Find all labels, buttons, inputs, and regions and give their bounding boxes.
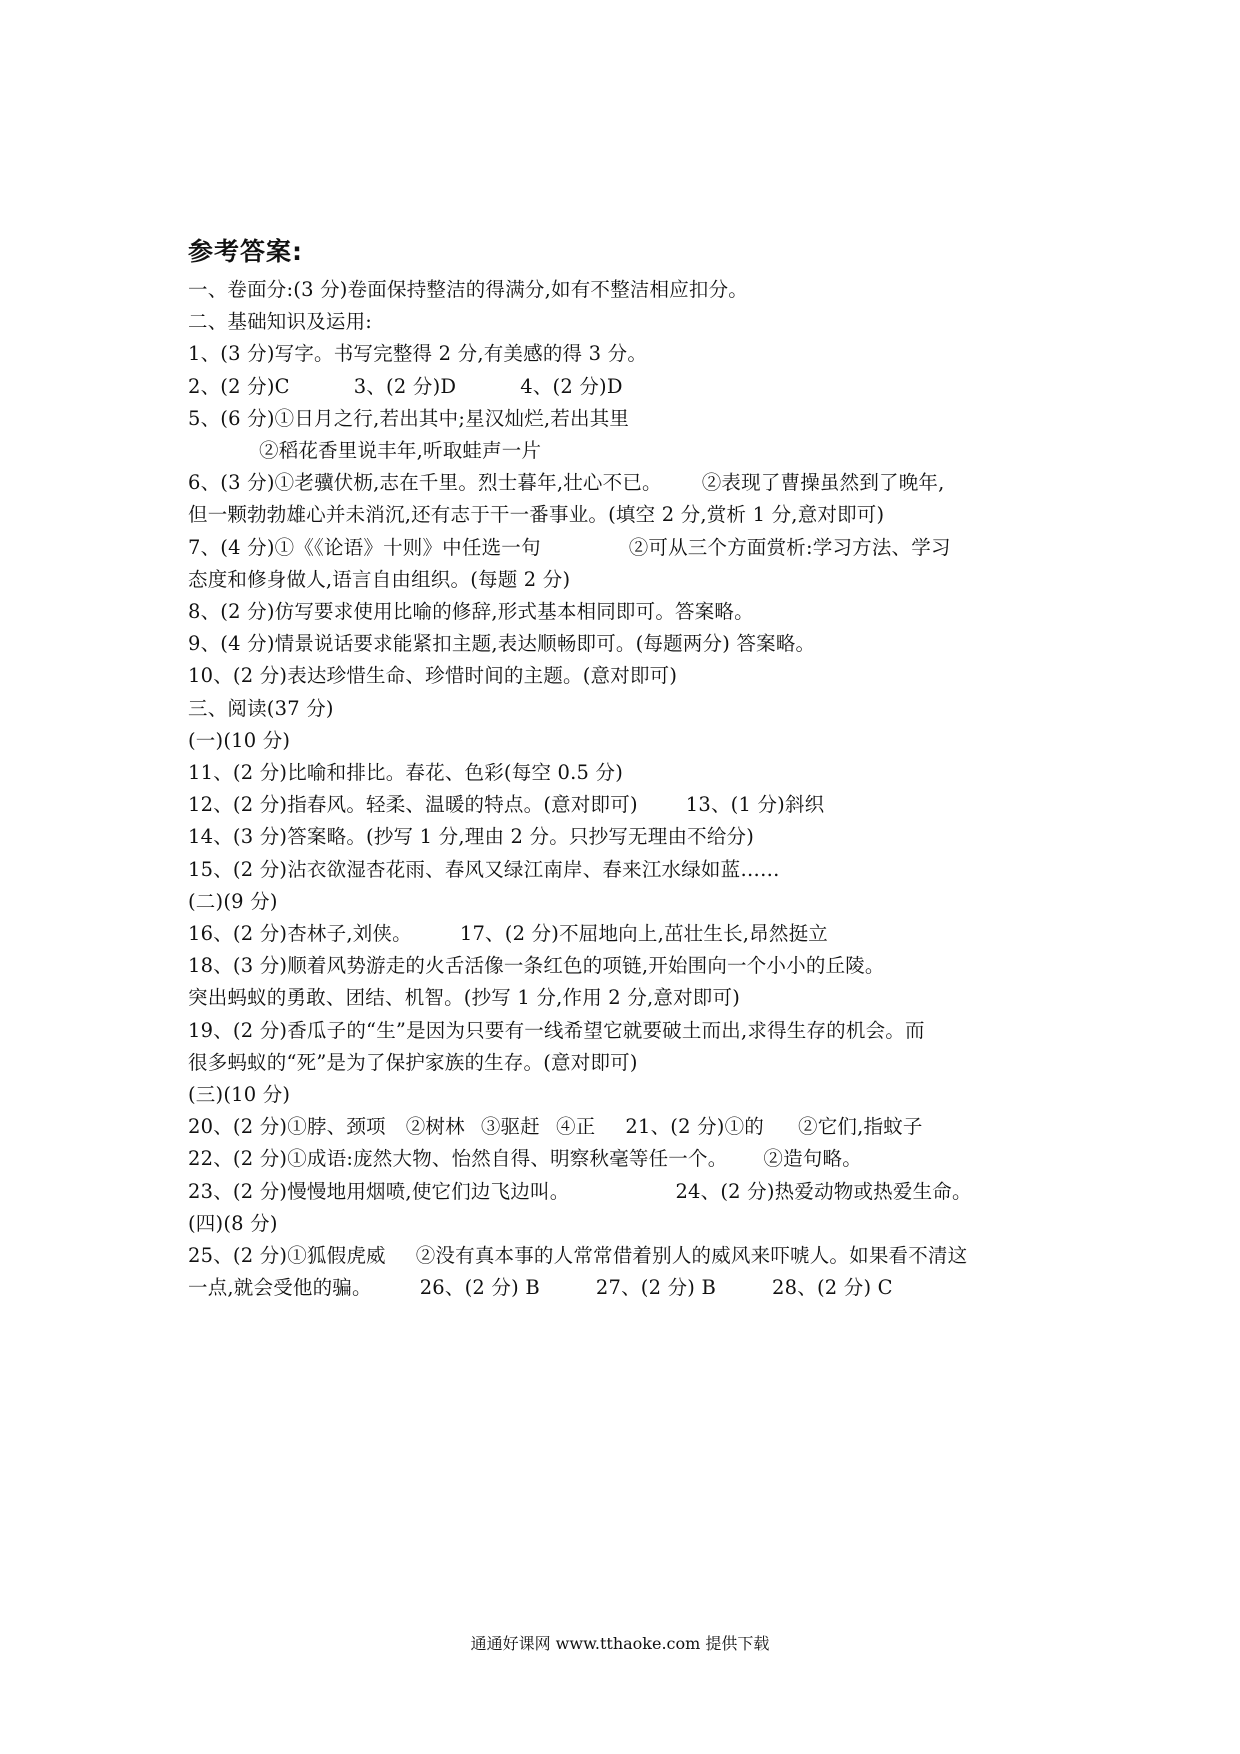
- answer-20-part-2: ②树林: [405, 1115, 465, 1139]
- answer-20-part-4: ④正: [555, 1115, 596, 1139]
- answers-20-21: [188, 1111, 1068, 1143]
- answer-21-part-2: ②它们,指蚊子: [798, 1115, 923, 1139]
- answer-22-part-2: ②造句略。: [763, 1147, 862, 1171]
- answer-12: 12、(2 分)指春风。轻柔、温暖的特点。(意对即可): [188, 793, 638, 817]
- answers-23-24: [188, 1176, 1068, 1208]
- reading-part-1-heading: (一)(10 分): [188, 728, 291, 752]
- answer-23: 23、(2 分)慢慢地用烟喷,使它们边飞边叫。: [188, 1179, 570, 1203]
- answer-25-line-1: [188, 1240, 1068, 1272]
- answers-2-4: [188, 371, 1068, 403]
- answers-16-17: [188, 918, 1068, 950]
- section-2-heading: 二、基础知识及运用:: [188, 310, 373, 334]
- reading-part-3-heading: (三)(10 分): [188, 1083, 291, 1107]
- answer-7-line-2: 态度和修身做人,语言自由组织。(每题 2 分): [188, 567, 571, 591]
- answer-7-part-1: 7、(4 分)①《《论语》十则》中任选一句: [188, 535, 541, 559]
- answer-26: 26、(2 分) B: [419, 1276, 540, 1300]
- answer-2: 2、(2 分)C: [188, 374, 290, 398]
- section-3-heading: 三、阅读(37 分): [188, 696, 334, 720]
- reading-part-4-heading: (四)(8 分): [188, 1211, 278, 1235]
- answer-21-part-1: 21、(2 分)①的: [625, 1115, 764, 1139]
- answer-10: 10、(2 分)表达珍惜生命、珍惜时间的主题。(意对即可): [188, 664, 678, 688]
- answer-15: 15、(2 分)沾衣欲湿杏花雨、春风又绿江南岸、春来江水绿如蓝……: [188, 857, 780, 881]
- answer-5-part-1: 5、(6 分)①日月之行,若出其中;星汉灿烂,若出其里: [188, 406, 630, 430]
- answer-19-line-2: 很多蚂蚁的“死”是为了保护家族的生存。(意对即可): [188, 1050, 638, 1074]
- answer-28: 28、(2 分) C: [772, 1276, 893, 1300]
- answer-17: 17、(2 分)不屈地向上,茁壮生长,昂然挺立: [459, 922, 828, 946]
- answers-12-13: [188, 789, 1068, 821]
- answer-11: 11、(2 分)比喻和排比。春花、色彩(每空 0.5 分): [188, 761, 624, 785]
- section-1-line: 一、卷面分:(3 分)卷面保持整洁的得满分,如有不整洁相应扣分。: [188, 278, 748, 301]
- answer-4: 4、(2 分)D: [520, 374, 623, 398]
- answer-20-part-1: 20、(2 分)①脖、颈项: [188, 1115, 386, 1139]
- answer-6-line-1: [188, 467, 1068, 499]
- answer-25-part-1: 25、(2 分)①狐假虎威: [188, 1244, 386, 1268]
- answer-7-part-2: ②可从三个方面赏析:学习方法、学习: [628, 535, 951, 559]
- answer-9: 9、(4 分)情景说话要求能紧扣主题,表达顺畅即可。(每题两分) 答案略。: [188, 632, 816, 656]
- answer-14: 14、(3 分)答案略。(抄写 1 分,理由 2 分。只抄写无理由不给分): [188, 825, 755, 849]
- answer-20-part-3: ③驱赶: [480, 1115, 540, 1139]
- answer-25-part-3: 一点,就会受他的骗。: [188, 1276, 372, 1300]
- answer-19-line-1: 19、(2 分)香瓜子的“生”是因为只要有一线希望它就要破土而出,求得生存的机会。而: [188, 1018, 925, 1042]
- answer-13: 13、(1 分)斜织: [685, 793, 825, 817]
- answer-16: 16、(2 分)杏林子,刘侠。: [188, 922, 412, 946]
- answer-18-line-2: 突出蚂蚁的勇敢、团结、机智。(抄写 1 分,作用 2 分,意对即可): [188, 986, 741, 1010]
- answer-3: 3、(2 分)D: [353, 374, 457, 398]
- answer-5-part-2: ②稻花香里说丰年,听取蛙声一片: [259, 439, 542, 463]
- answer-24: 24、(2 分)热爱动物或热爱生命。: [675, 1179, 972, 1203]
- answer-6-part-1: 6、(3 分)①老骥伏枥,志在千里。烈士暮年,壮心不已。: [188, 471, 662, 495]
- answer-6-line-2: 但一颗勃勃雄心并未消沉,还有志于干一番事业。(填空 2 分,赏析 1 分,意对即可): [188, 503, 885, 527]
- page-footer: 通通好课网 www.tthaoke.com 提供下载: [470, 1634, 770, 1653]
- answer-8: 8、(2 分)仿写要求使用比喻的修辞,形式基本相同即可。答案略。: [188, 600, 754, 624]
- answer-1: 1、(3 分)写字。书写完整得 2 分,有美感的得 3 分。: [188, 342, 648, 366]
- answer-22: [188, 1143, 1068, 1175]
- answer-6-part-2: ②表现了曹操虽然到了晚年,: [701, 471, 945, 495]
- answer-25-part-2: ②没有真本事的人常常借着别人的威风来吓唬人。如果看不清这: [415, 1244, 968, 1268]
- page-title: 参考答案:: [188, 237, 303, 266]
- answer-7-line-1: [188, 532, 1068, 564]
- answer-key: [188, 236, 1068, 1305]
- answer-27: 27、(2 分) B: [595, 1276, 717, 1300]
- answers-25-28: [188, 1272, 1068, 1304]
- reading-part-2-heading: (二)(9 分): [188, 889, 278, 913]
- answer-18-line-1: 18、(3 分)顺着风势游走的火舌活像一条红色的项链,开始围向一个小小的丘陵。: [188, 954, 885, 978]
- answer-22-part-1: 22、(2 分)①成语:庞然大物、怡然自得、明察秋毫等任一个。: [188, 1147, 728, 1171]
